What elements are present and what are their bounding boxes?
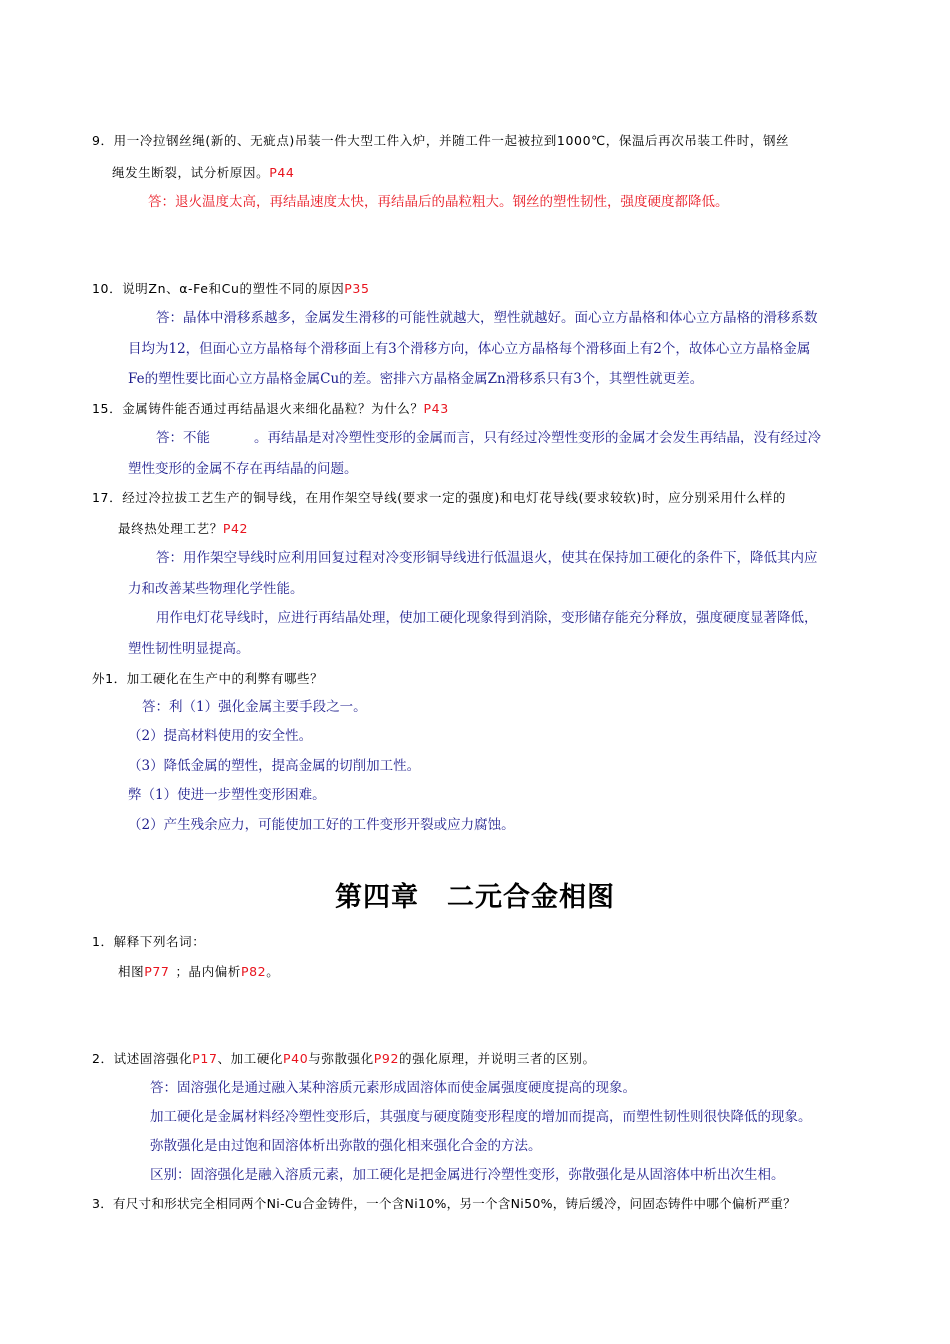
answer-10-line3: Fe的塑性要比面心立方晶格金属Cu的差。密排六方晶格金属Zn滑移系只有3个，其塑性就更差。 [128, 371, 704, 387]
question-17-line1: 17．经过冷拉拔工艺生产的铜导线，在用作架空导线(要求一定的强度)和电灯花导线(要求较软)时，应分别采用什么样的 [92, 490, 787, 505]
chapter4-question-2 [92, 1051, 596, 1067]
question-17-line2 [118, 521, 248, 537]
question-text: 与弥散强化 [308, 1051, 374, 1066]
term-phase-diagram: 相图 [118, 964, 145, 979]
question-text: 2．试述固溶强化 [92, 1051, 193, 1066]
answer-17-line4: 塑性韧性明显提高。 [128, 641, 250, 657]
question-9-line2 [112, 165, 294, 181]
answer-c4-2-line2: 加工硬化是金属材料经冷塑性变形后，其强度与硬度随变形程度的增加而提高，而塑性韧性则很快降低的现象。 [150, 1109, 812, 1125]
answer-extra-1-line4: 弊（1）使进一步塑性变形困难。 [128, 787, 326, 803]
chapter-title: 第四章 二元合金相图 [335, 882, 615, 913]
answer-10-line2: 目均为12，但面心立方晶格每个滑移面上有3个滑移方向，体心立方晶格每个滑移面上有2个，故体心立方晶格金属 [128, 341, 811, 357]
page-reference: P17 [192, 1051, 218, 1066]
term-dendritic-segregation: ；晶内偏析 [175, 964, 241, 979]
answer-extra-1-line5: （2）产生残余应力，可能使加工好的工件变形开裂或应力腐蚀。 [128, 817, 515, 833]
answer-15-line1 [156, 430, 821, 446]
page-reference: P44 [269, 165, 295, 180]
answer-10-line1: 答：晶体中滑移系越多，金属发生滑移的可能性就越大，塑性就越好。面心立方晶格和体心立方晶格的滑移系数 [156, 310, 818, 326]
page-reference: P42 [222, 521, 249, 536]
page-reference: P40 [283, 1051, 309, 1066]
question-9-text: 绳发生断裂，试分析原因。 [112, 165, 270, 180]
question-9-line1: 9．用一冷拉钢丝绳(新的、无疵点)吊装一件大型工件入炉，并随工件一起被拉到1000℃，保温后再次吊装工件时，钢丝 [92, 133, 790, 148]
question-10 [92, 281, 370, 297]
answer-c4-2-line4: 区别：固溶强化是融入溶质元素，加工硬化是把金属进行冷塑性变形，弥散强化是从固溶体中析出次生相。 [150, 1167, 785, 1183]
page-reference: P35 [344, 281, 370, 296]
answer-extra-1-line1: 答：利（1）强化金属主要手段之一。 [142, 699, 367, 715]
answer-17-line2: 力和改善某些物理化学性能。 [128, 581, 304, 597]
question-15 [92, 401, 449, 417]
answer-c4-2-line3: 弥散强化是由过饱和固溶体析出弥散的强化相来强化合金的方法。 [150, 1138, 542, 1154]
question-17-text: 最终热处理工艺？ [118, 521, 223, 536]
answer-c4-2-line1: 答：固溶强化是通过融入某种溶质元素形成固溶体而使金属强度硬度提高的现象。 [150, 1080, 636, 1096]
terms-end: 。 [266, 964, 280, 979]
answer-15-line2: 塑性变形的金属不存在再结晶的问题。 [128, 461, 358, 477]
page-reference: P43 [423, 401, 449, 416]
page-reference: P82 [240, 964, 267, 979]
answer-15-reason: 。再结晶是对冷塑性变形的金属而言，只有经过冷塑性变形的金属才会发生再结晶，没有经过冷 [254, 430, 821, 446]
question-extra-1: 外1．加工硬化在生产中的利弊有哪些？ [92, 671, 324, 686]
question-text: 的强化原理，并说明三者的区别。 [399, 1051, 596, 1066]
question-text: 、加工硬化 [217, 1051, 284, 1066]
answer-17-line3: 用作电灯花导线时，应进行再结晶处理，使加工硬化现象得到消除，变形储存能充分释放，强度硬度显著降低， [156, 610, 818, 626]
answer-17-line1: 答：用作架空导线时应利用回复过程对冷变形铜导线进行低温退火，使其在保持加工硬化的条件下，降低其内应 [156, 550, 818, 566]
chapter4-question-3: 3．有尺寸和形状完全相同两个Ni-Cu合金铸件，一个含Ni10%，另一个含Ni50%，铸后缓冷，问固态铸件中哪个偏析严重？ [92, 1196, 796, 1211]
answer-9: 答：退火温度太高，再结晶速度太快，再结晶后的晶粒粗大。钢丝的塑性韧性，强度硬度都降低。 [148, 194, 729, 210]
answer-extra-1-line2: （2）提高材料使用的安全性。 [128, 728, 313, 744]
answer-15-short: 答：不能 [156, 430, 210, 446]
chapter4-question-1: 1．解释下列名词： [92, 934, 206, 949]
question-10-text: 10．说明Zn、α-Fe和Cu的塑性不同的原因 [92, 281, 345, 296]
answer-extra-1-line3: （3）降低金属的塑性，提高金属的切削加工性。 [128, 758, 421, 774]
page-reference: P77 [144, 964, 170, 979]
chapter4-question-1-terms [118, 964, 279, 980]
page-reference: P92 [373, 1051, 400, 1066]
question-15-text: 15．金属铸件能否通过再结晶退火来细化晶粒？为什么？ [92, 401, 424, 416]
